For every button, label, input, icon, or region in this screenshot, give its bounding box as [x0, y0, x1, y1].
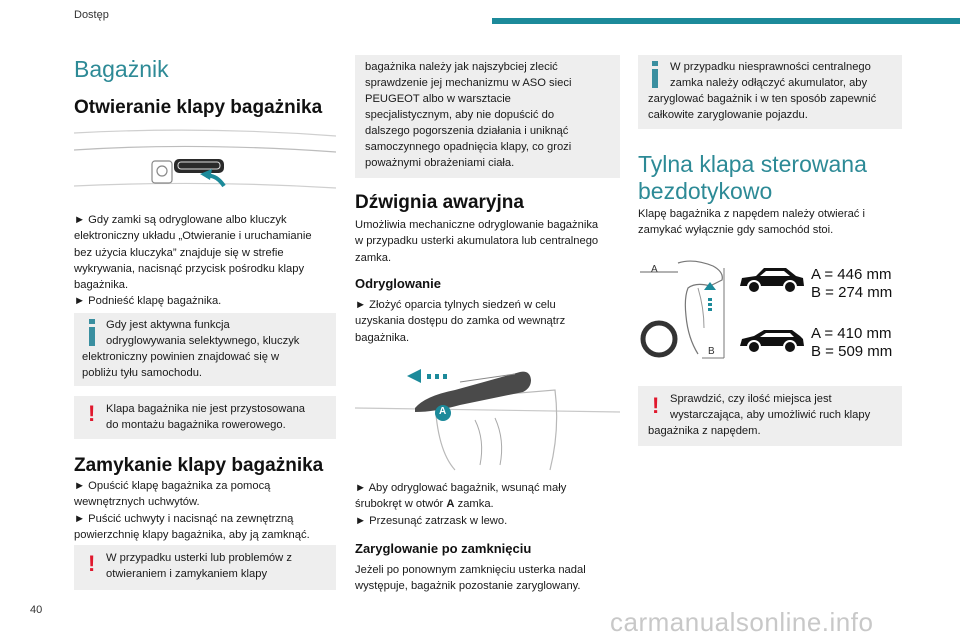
lock-line-1: Jeżeli po ponownym zamknięciu usterka nadal — [355, 564, 586, 576]
unlock2-line-3: ► Przesunąć zatrzask w lewo. — [355, 514, 508, 527]
unlock-line-2: uzyskania dostępu do zamka od wewnątrz — [355, 315, 566, 328]
warn-cont-line-1: bagażnika należy jak najszybciej zlecić — [365, 61, 558, 73]
lever-line-2: w przypadku usterki akumulatora lub centralnego — [355, 235, 599, 248]
unlock2-line-2-bold: A — [446, 498, 455, 511]
warn-line-1: Klapa bagażnika nie jest przystosowana — [106, 403, 306, 415]
lever-description — [355, 217, 620, 266]
info-note-central-lock — [638, 55, 902, 129]
info3-line-2: zamka należy odłączyć akumulator, aby — [670, 77, 868, 89]
open-line-3: bez użycia kluczyka” znajduje się w strefie — [74, 246, 284, 259]
warning-icon: ! — [88, 401, 96, 426]
title-line-2: bezdotykowo — [638, 178, 773, 204]
estate-dimensions — [811, 325, 892, 361]
open-line-6: ► Podnieść klapę bagażnika. — [74, 295, 222, 308]
unlock2-line-2-pre: śrubokręt w otwór — [355, 498, 447, 511]
open-line-1: ► Gdy zamki są odryglowane albo kluczyk — [74, 214, 287, 226]
info-line-1: Gdy jest aktywna funkcja — [106, 319, 230, 331]
heading-emergency-lever: Dźwignia awaryjna — [355, 192, 524, 213]
lever-line-3: zamka. — [355, 251, 392, 264]
lever-line-1: Umożliwia mechaniczne odryglowanie bagażnika — [355, 219, 599, 231]
info3-line-4: całkowite zaryglowanie pojazdu. — [648, 109, 808, 121]
unlock-line-3: bagażnika. — [355, 331, 410, 344]
info-line-3: elektroniczny powinien znajdować się w — [82, 351, 280, 363]
warn-cont-line-3: PEUGEOT albo w warsztacie — [365, 93, 511, 105]
title-line-1: Tylna klapa sterowana — [638, 151, 867, 177]
close-line-3: ► Puścić uchwyty i nacisnąć na zewnętrzną — [74, 512, 294, 525]
header-section-title: Dostęp — [74, 9, 109, 21]
lock-description — [355, 562, 620, 595]
info-line-4: pobliżu tyłu samochodu. — [82, 367, 203, 379]
subheading-lock-after-close: Zaryglowanie po zamknięciu — [355, 541, 532, 556]
dimension-label-b: B — [708, 346, 715, 357]
close-line-4: powierzchnię klapy bagażnika, aby ją zamknąć. — [74, 528, 310, 541]
section-title-handsfree-tailgate — [638, 151, 867, 205]
warn2-line-1: W przypadku usterki lub problemów z — [106, 552, 292, 564]
dimension-label-a: A — [651, 264, 658, 275]
warning-note-space-check — [638, 386, 902, 446]
suv-dimension-b: B = 274 mm — [811, 284, 893, 301]
page-number: 40 — [30, 604, 43, 616]
unlock2-line-2-post: zamka. — [454, 498, 494, 511]
clearance-dimensions-illustration — [638, 258, 902, 363]
info-line-2: odryglowywania selektywnego, kluczyk — [106, 335, 300, 347]
warning-icon: ! — [652, 393, 660, 418]
warn-line-2: do montażu bagażnika rowerowego. — [106, 419, 286, 431]
close-line-1: ► Opuścić klapę bagażnika za pomocą — [74, 480, 271, 492]
close-instructions — [74, 478, 336, 543]
warn-cont-line-2: sprawdzenie jej mechanizmu w ASO sieci — [365, 77, 572, 89]
warn3-line-2: wystarczająca, aby umożliwić ruch klapy — [670, 409, 871, 421]
lock-line-2: występuje, bagażnik pozostanie zaryglowany. — [355, 580, 581, 593]
open-line-2: elektroniczny układu „Otwieranie i uruchamianie — [74, 230, 312, 243]
warning-note-continued — [355, 55, 620, 178]
warn3-line-1: Sprawdzić, czy ilość miejsca jest — [670, 393, 832, 405]
warn2-line-2: otwieraniem i zamykaniem klapy — [106, 568, 268, 580]
warning-note-malfunction — [74, 545, 336, 590]
estate-car-icon — [738, 324, 806, 361]
estate-dimension-a: A = 410 mm — [811, 325, 892, 342]
unlock-steps-2 — [355, 480, 620, 529]
warning-note-bike-rack — [74, 396, 336, 439]
warn3-line-3: bagażnika z napędem. — [648, 425, 761, 437]
subheading-unlock: Odryglowanie — [355, 276, 441, 291]
warning-icon: ! — [88, 551, 96, 576]
estate-dimension-b: B = 509 mm — [811, 343, 893, 360]
info-note-selective-unlock — [74, 313, 336, 386]
intro-line-2: zamykać wyłącznie gdy samochód stoi. — [638, 224, 834, 237]
tailgate-button-illustration — [74, 128, 336, 200]
heading-close-tailgate: Zamykanie klapy bagażnika — [74, 455, 324, 476]
section-title: Bagażnik — [74, 56, 169, 82]
figure-label-a: A — [439, 406, 447, 417]
warn-cont-line-7: poważnymi obrażeniami ciała. — [365, 157, 515, 169]
unlock-line-1: ► Złożyć oparcia tylnych siedzeń w celu — [355, 299, 556, 311]
warn-cont-line-5: dalszego pogorszenia działania i uniknąć — [365, 125, 569, 137]
warn-cont-line-4: specjalistycznym, aby nie dopuścić do — [365, 109, 555, 121]
watermark: carmanualsonline.info — [610, 607, 874, 637]
suv-dimension-a: A = 446 mm — [811, 266, 892, 283]
warn-cont-line-6: samoczynnego opadnięcia klapy, co grozi — [365, 141, 572, 153]
info3-line-1: W przypadku niesprawności centralnego — [670, 61, 871, 73]
unlock2-line-1: ► Aby odryglować bagażnik, wsunąć mały — [355, 482, 567, 494]
header-accent-bar — [492, 18, 960, 24]
info3-line-3: zaryglować bagażnik i w ten sposób zapewnić — [648, 93, 877, 105]
suv-car-icon — [738, 264, 806, 301]
open-line-4: wykrywania, nacisnąć przycisk pośrodku klapy — [74, 262, 305, 275]
close-line-2: wewnętrznych uchwytów. — [74, 496, 200, 509]
suv-dimensions — [811, 266, 892, 302]
open-line-5: bagażnika. — [74, 279, 129, 292]
handsfree-intro — [638, 206, 902, 239]
unlock-steps — [355, 297, 620, 346]
intro-line-1: Klapę bagażnika z napędem należy otwierać i — [638, 208, 865, 220]
open-instructions — [74, 212, 336, 310]
emergency-lock-illustration — [355, 360, 620, 475]
heading-open-tailgate: Otwieranie klapy bagażnika — [74, 97, 323, 118]
